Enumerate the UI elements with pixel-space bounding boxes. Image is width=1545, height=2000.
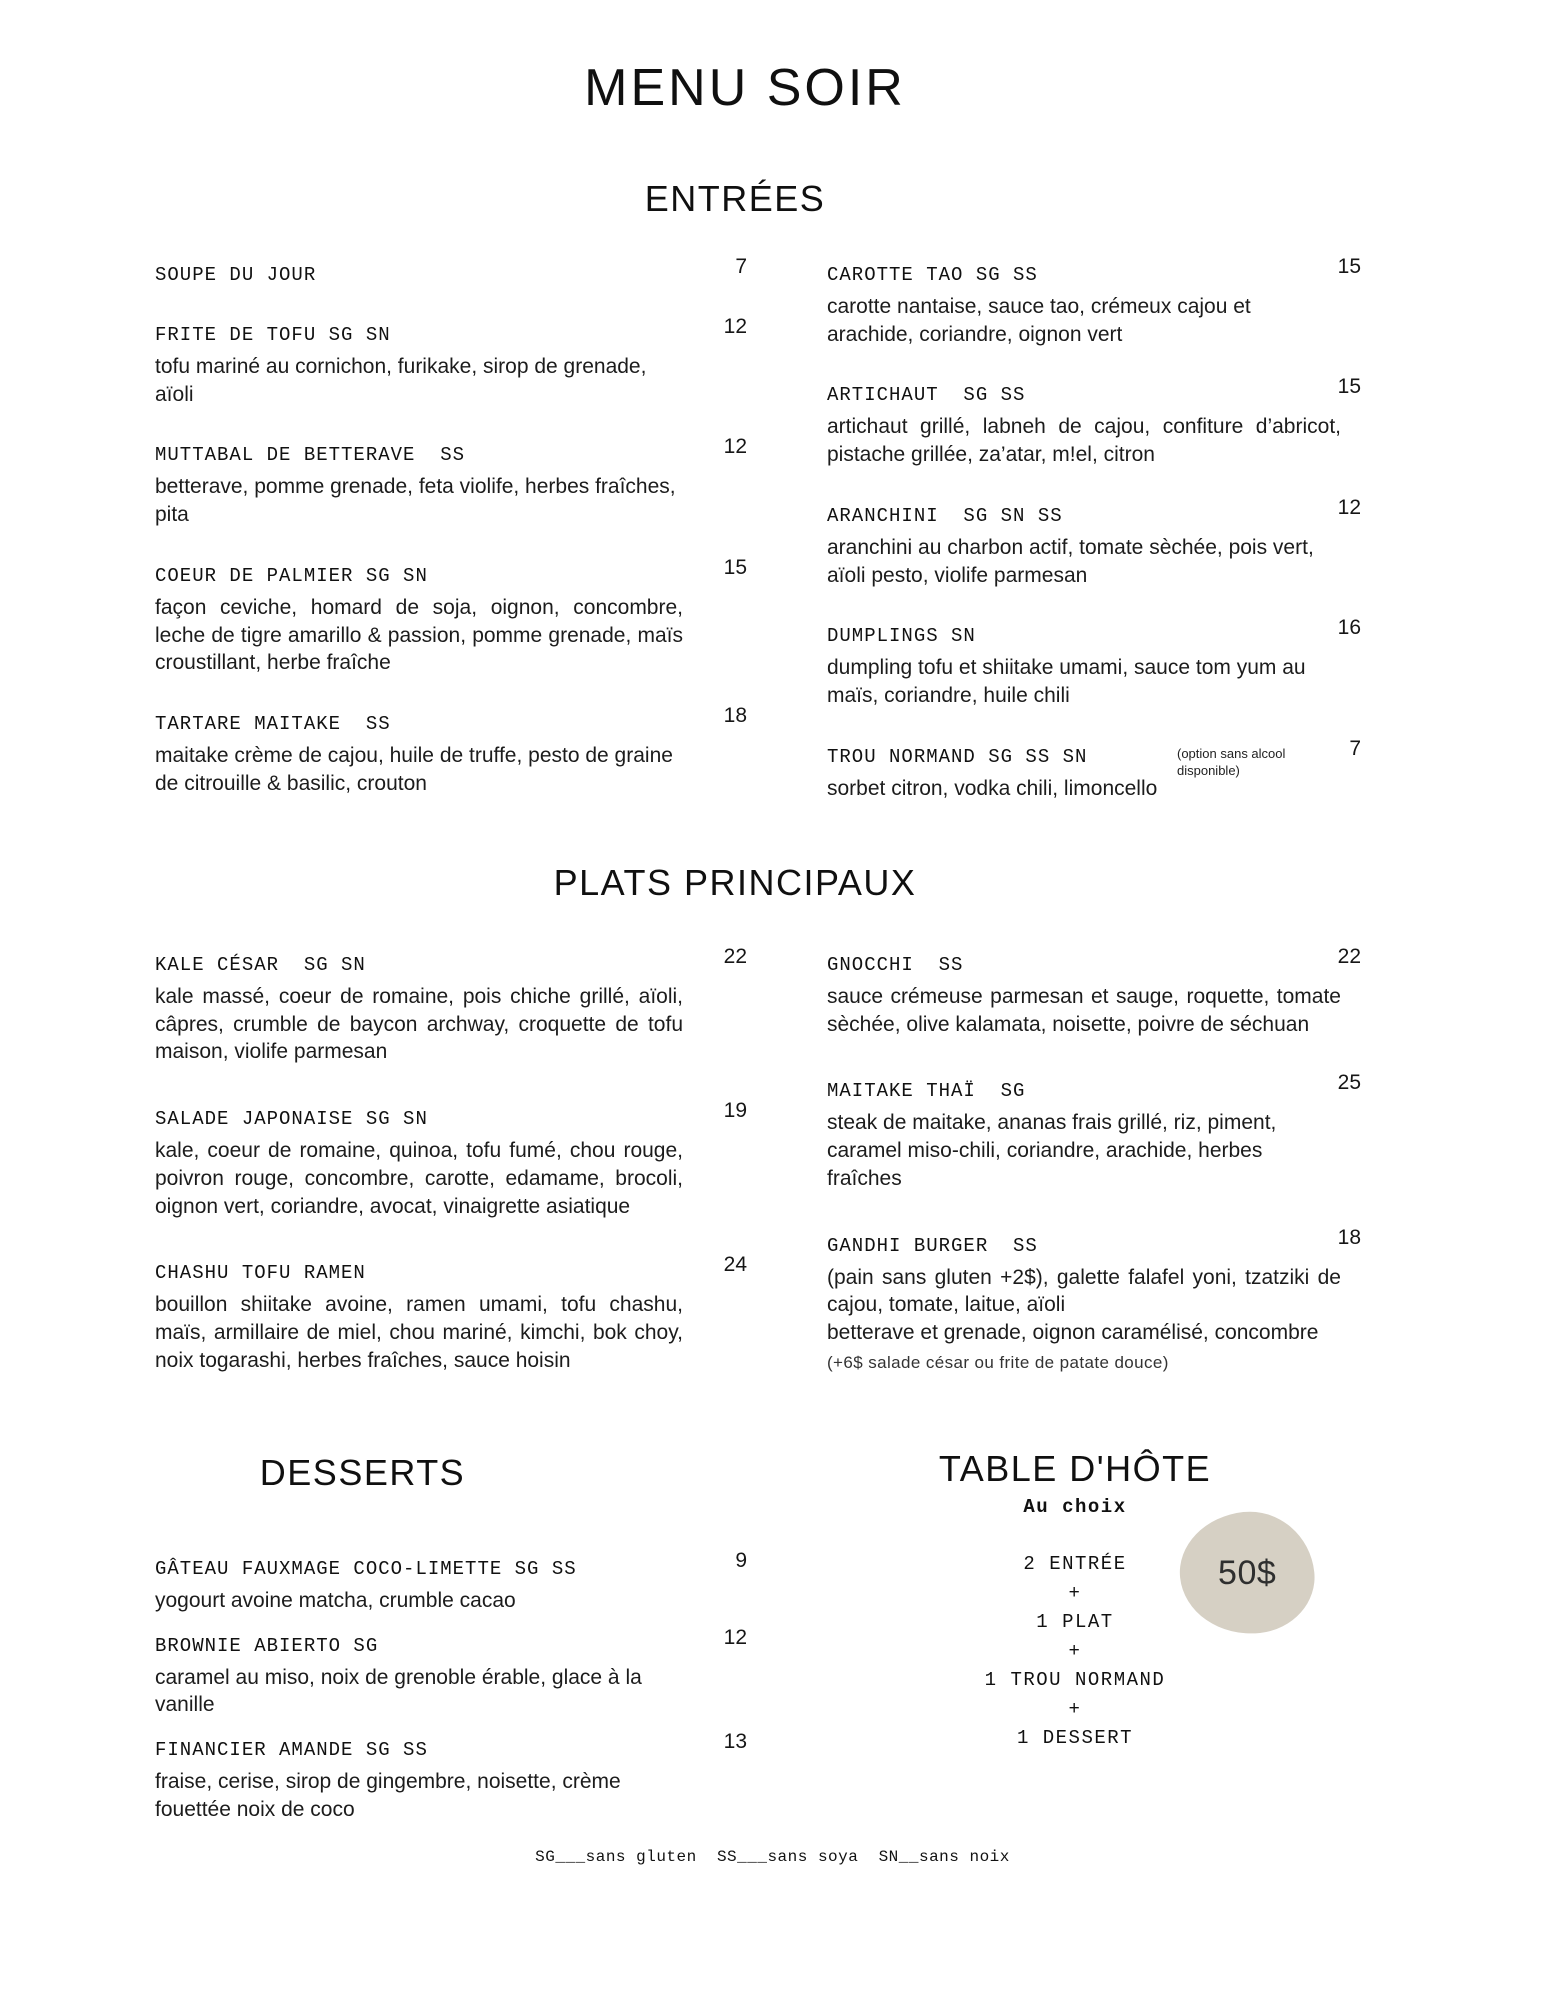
item-name: GÂTEAU FAUXMAGE COCO-LIMETTE SG SS bbox=[155, 1558, 577, 1580]
item-name: FRITE DE TOFU SG SN bbox=[155, 324, 391, 346]
item-price: 18 bbox=[723, 704, 747, 728]
item-price: 24 bbox=[723, 1253, 747, 1277]
item-description: fraise, cerise, sirop de gingembre, noisette, crème fouettée noix de coco bbox=[155, 1770, 621, 1821]
item-price: 16 bbox=[1337, 616, 1361, 640]
table-dhote-subheading: Au choix bbox=[1023, 1496, 1127, 1518]
page-title: MENU SOIR bbox=[584, 59, 906, 117]
menu-item-financier-amande bbox=[155, 1730, 747, 1823]
item-price: 22 bbox=[723, 945, 747, 968]
section-heading-entrees: ENTRÉES bbox=[644, 178, 826, 219]
menu-item-trou-normand bbox=[827, 736, 1361, 803]
entrees-left-column bbox=[155, 255, 747, 831]
item-name: CAROTTE TAO SG SS bbox=[827, 264, 1038, 286]
menu-item-salade-japonaise bbox=[155, 1099, 747, 1220]
item-description-extra: betterave et grenade, oignon caramélisé, concombre bbox=[827, 1321, 1319, 1345]
menu-item-maitake-thai bbox=[827, 1071, 1361, 1192]
item-price: 12 bbox=[723, 1625, 747, 1649]
entrees-right-column bbox=[827, 255, 1361, 836]
item-price: 15 bbox=[1337, 375, 1361, 399]
item-name: FINANCIER AMANDE SG SS bbox=[155, 1739, 428, 1762]
item-price: 12 bbox=[1337, 495, 1361, 519]
item-price: 7 bbox=[1349, 736, 1361, 760]
item-price: 12 bbox=[723, 435, 747, 459]
item-price: 12 bbox=[723, 315, 747, 338]
menu-item-artichaut bbox=[827, 375, 1361, 468]
item-name: KALE CÉSAR SG SN bbox=[155, 954, 366, 976]
menu-item-dumplings bbox=[827, 616, 1361, 709]
item-name: TROU NORMAND SG SS SN bbox=[827, 745, 1088, 768]
item-description: caramel au miso, noix de grenoble érable, glace à la vanille bbox=[155, 1665, 642, 1717]
plats-right-column bbox=[827, 945, 1361, 1413]
table-dhote-line: 1 TROU NORMAND bbox=[984, 1669, 1166, 1691]
item-description: (pain sans gluten +2$), galette falafel yoni, tzatziki de cajou, tomate, laitue, aïoli bbox=[827, 1265, 1341, 1317]
section-heading-table-dhote: TABLE D'HÔTE bbox=[938, 1448, 1212, 1489]
item-price: 25 bbox=[1337, 1071, 1361, 1095]
menu-item-muttabal-de-betterave bbox=[155, 435, 747, 528]
menu-item-gnocchi bbox=[827, 945, 1361, 1038]
item-price: 13 bbox=[723, 1730, 747, 1754]
menu-item-tartare-maitake bbox=[155, 704, 747, 797]
item-description: sorbet citron, vodka chili, limoncello bbox=[827, 776, 1158, 800]
item-name: COEUR DE PALMIER SG SN bbox=[155, 564, 428, 587]
item-description: aranchini au charbon actif, tomate sèchée, pois vert, aïoli pesto, violife parmesan bbox=[827, 535, 1314, 587]
menu-item-coeur-de-palmier bbox=[155, 555, 747, 677]
desserts-column bbox=[155, 1549, 747, 1842]
menu-item-chashu-tofu-ramen bbox=[155, 1253, 747, 1374]
item-name: BROWNIE ABIERTO SG bbox=[155, 1634, 379, 1657]
item-price: 15 bbox=[1337, 255, 1361, 278]
table-dhote-line: 2 ENTRÉE bbox=[1023, 1553, 1127, 1575]
item-name: MUTTABAL DE BETTERAVE SS bbox=[155, 444, 466, 467]
item-name: ARTICHAUT SG SS bbox=[827, 384, 1026, 407]
section-heading-desserts: DESSERTS bbox=[259, 1452, 466, 1493]
item-addon-note: (+6$ salade césar ou frite de patate douce) bbox=[827, 1352, 1169, 1372]
item-name: TARTARE MAITAKE SS bbox=[155, 713, 391, 736]
item-description: carotte nantaise, sauce tao, crémeux cajou et arachide, coriandre, oignon vert bbox=[827, 295, 1251, 346]
item-name: ARANCHINI SG SN SS bbox=[827, 504, 1063, 527]
item-name: SOUPE DU JOUR bbox=[155, 264, 317, 286]
item-description: kale, coeur de romaine, quinoa, tofu fumé, chou rouge, poivron rouge, concombre, carotte, edamame, brocoli, oignon vert, coriandre, avocat, vinaigrette asiatique bbox=[155, 1139, 683, 1218]
item-description: steak de maitake, ananas frais grillé, riz, piment, caramel miso-chili, coriandre, arachide, herbes fraîches bbox=[827, 1111, 1277, 1190]
item-price: 9 bbox=[735, 1549, 747, 1572]
table-dhote-line: 1 DESSERT bbox=[1016, 1727, 1134, 1749]
price-badge-label: 50$ bbox=[1217, 1553, 1277, 1592]
item-description: artichaut grillé, labneh de cajou, confiture d’abricot, pistache grillée, za’atar, m!el, citron bbox=[827, 415, 1341, 467]
item-description: dumpling tofu et shiitake umami, sauce tom yum au maïs, coriandre, huile chili bbox=[827, 656, 1306, 708]
table-dhote-plus: + bbox=[1068, 1640, 1082, 1662]
menu-item-kale-cesar bbox=[155, 945, 747, 1066]
item-price: 19 bbox=[723, 1099, 747, 1123]
item-description: kale massé, coeur de romaine, pois chiche grillé, aïoli, câpres, crumble de baycon archway, croquette de tofu maison, violife parmesan bbox=[155, 985, 683, 1064]
item-name: GNOCCHI SS bbox=[827, 954, 964, 976]
item-description: sauce crémeuse parmesan et sauge, roquette, tomate sèchée, olive kalamata, noisette, poivre de séchuan bbox=[827, 985, 1341, 1036]
allergen-legend: SG___sans gluten SS___sans soya SN__sans noix bbox=[535, 1848, 1010, 1866]
menu-item-frite-de-tofu bbox=[155, 315, 747, 408]
menu-item-brownie-abierto bbox=[155, 1625, 747, 1719]
table-dhote-plus: + bbox=[1068, 1698, 1082, 1720]
section-heading-plats-principaux: PLATS PRINCIPAUX bbox=[553, 862, 917, 903]
menu-item-aranchini bbox=[827, 495, 1361, 589]
item-option-note: (option sans alcool disponible) bbox=[1177, 745, 1286, 778]
item-price: 7 bbox=[735, 255, 747, 278]
plats-left-column bbox=[155, 945, 747, 1414]
item-name: CHASHU TOFU RAMEN bbox=[155, 1262, 366, 1285]
menu-item-gateau-fauxmage bbox=[155, 1549, 747, 1615]
menu-item-gandhi-burger bbox=[827, 1225, 1361, 1373]
item-description: maitake crème de cajou, huile de truffe, pesto de graine de citrouille & basilic, crouton bbox=[155, 744, 673, 795]
item-description: betterave, pomme grenade, feta violife, herbes fraîches, pita bbox=[155, 475, 676, 527]
item-name: SALADE JAPONAISE SG SN bbox=[155, 1108, 428, 1131]
item-name: GANDHI BURGER SS bbox=[827, 1234, 1038, 1257]
table-dhote-plus: + bbox=[1068, 1582, 1082, 1604]
item-name: MAITAKE THAÏ SG bbox=[827, 1080, 1026, 1103]
item-price: 22 bbox=[1337, 945, 1361, 968]
item-description: yogourt avoine matcha, crumble cacao bbox=[155, 1589, 516, 1612]
menu-item-soupe-du-jour bbox=[155, 255, 747, 288]
menu-item-carotte-tao bbox=[827, 255, 1361, 348]
item-description: façon ceviche, homard de soja, oignon, concombre, leche de tigre amarillo & passion, pomme grenade, maïs croustillant, herbe fraîche bbox=[155, 595, 683, 675]
item-description: tofu mariné au cornichon, furikake, sirop de grenade, aïoli bbox=[155, 355, 647, 406]
item-price: 15 bbox=[723, 555, 747, 579]
table-dhote-line: 1 PLAT bbox=[1036, 1611, 1114, 1633]
item-price: 18 bbox=[1337, 1225, 1361, 1249]
item-name: DUMPLINGS SN bbox=[827, 625, 976, 648]
item-description: bouillon shiitake avoine, ramen umami, tofu chashu, maïs, armillaire de miel, chou mariné, kimchi, bok choy, noix togarashi, herbes fraîches, sauce hoisin bbox=[155, 1293, 683, 1372]
